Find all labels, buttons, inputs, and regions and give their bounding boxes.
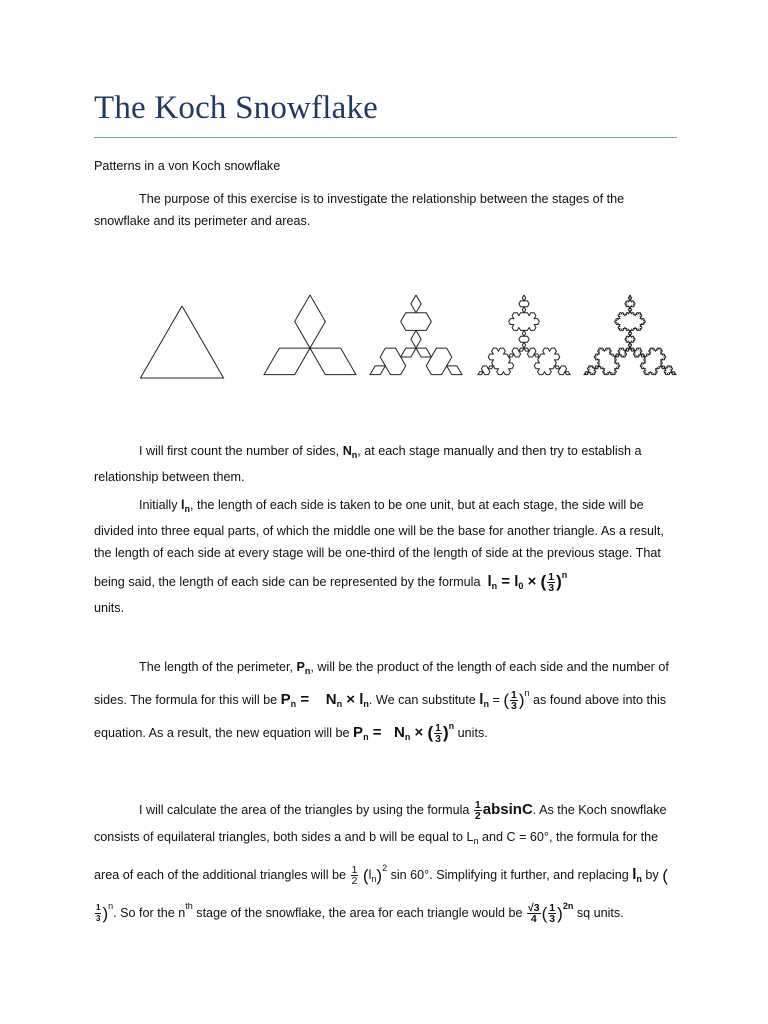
- new-perimeter-formula: $P_n = N_n$ × ( $\frac{1}{3}$ )$^n$: [353, 721, 455, 745]
- paragraph-length: Initially $l_n$, the length of each side is taken to be one unit, but at each stage, the side will be divided into three equal parts, of which the middle one will be the base for another triangle. As a result, the length of each side at every stage will be one-third of the length of side at the previous stage. That being said, the length of each side can be represented by the formula $l_n = l_0$ × ( $\frac{1}{3}$ )$^n$ units.: [94, 498, 664, 615]
- title-underline: [94, 137, 677, 138]
- subtitle: Patterns in a von Koch snowflake: [94, 159, 281, 173]
- purpose-text: The purpose of this exercise is to investigate the relationship between the stages of the snowflake and its perimeter and areas.: [94, 192, 625, 228]
- koch-stage-4: [580, 292, 680, 384]
- koch-stage-2: [366, 292, 466, 384]
- paragraph-sides: I will first count the number of sides, $N_n$, at each stage manually and then try to establish a relationship between them.: [94, 444, 642, 484]
- koch-outline-stage-1: [264, 295, 356, 375]
- koch-outline-stage-2: [370, 295, 462, 375]
- koch-stages-figure: [140, 292, 700, 384]
- paragraph-perimeter: The length of the perimeter, $P_n$, will be the product of the length of each side and the number of sides. The formula for this will be $P_n$ = $N_n \times l_n$. We can substitute $l_n$ = ( $\frac{1}{3}$ )$^n$ as found above into this equation. As a result, the new equation will be $P_n = N_n$ × ( $\frac{1}{3}$ )$^n$ units.: [94, 660, 669, 745]
- koch-outline-stage-4: [584, 295, 676, 375]
- paragraph-area: I will calculate the area of the triangles by using the formula $\frac{1}{2}$ absinC. As the Koch snowflake consists of equilateral triangles, both sides a and b will be equal to $L_n$ and C = 60°, the formula for the area of each of the additional triangles will be $\frac{1}{2}$ $(l_n)^2$ sin 60°. Simplifying it further, and replacing $l_n$ by ( $\frac{1}{3}$ )$^n$. So for the $n^{th}$ stage of the snowflake, the area for each triangle would be $\frac{√3}{4}$ ( $\frac{1}{3}$ )$^{2n}$ sq units.: [94, 799, 668, 926]
- perimeter-formula: $P_n$ = $N_n \times l_n$: [280, 691, 369, 709]
- koch-outline-stage-3: [478, 295, 570, 375]
- koch-outline-stage-0: [140, 306, 223, 378]
- paragraph-purpose: [94, 188, 674, 232]
- page-title: The Koch Snowflake: [94, 90, 379, 126]
- koch-stage-1: [260, 292, 360, 384]
- length-formula: $l_n = l_0$ × ( $\frac{1}{3}$ )$^n$: [487, 570, 568, 594]
- koch-stage-3: [474, 292, 574, 384]
- koch-stage-0: [140, 292, 240, 384]
